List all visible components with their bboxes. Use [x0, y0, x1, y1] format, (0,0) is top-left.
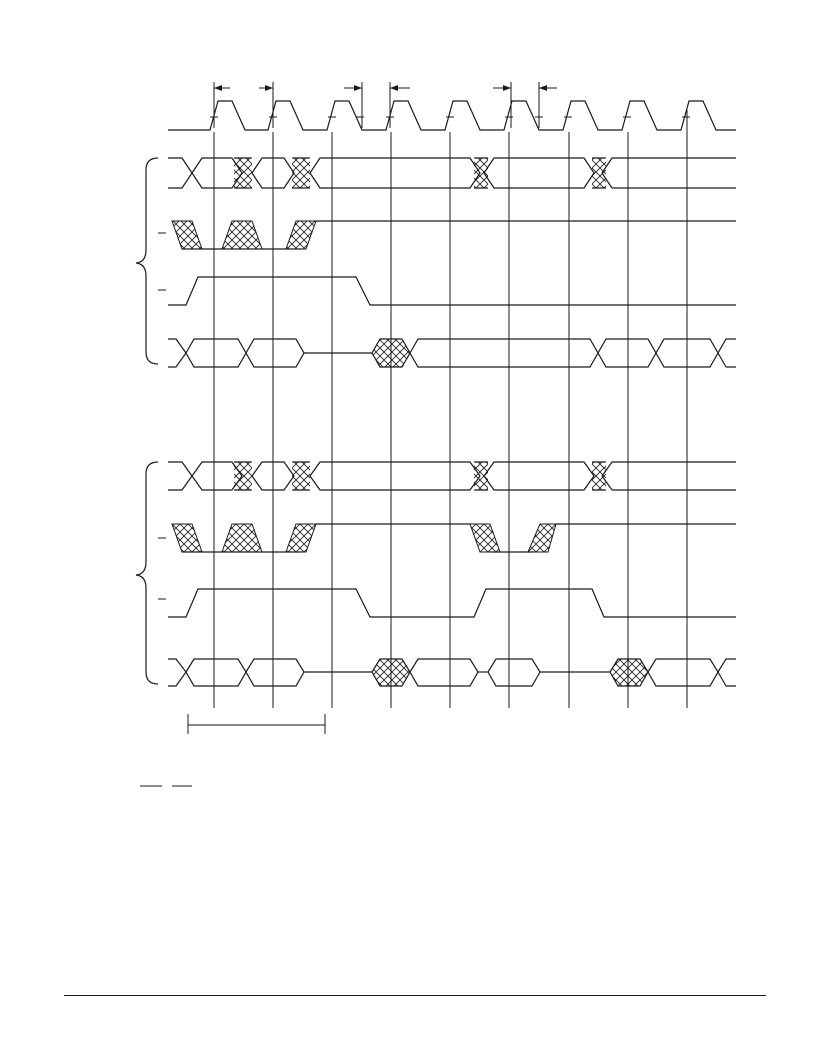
- data-2-signal: [168, 659, 736, 686]
- cycle-reference-lines: [214, 110, 687, 708]
- footer-rule: [64, 995, 766, 996]
- enable-2-signal: [158, 589, 736, 617]
- measurement-bracket: [188, 714, 325, 734]
- upper-signal-group: [136, 158, 736, 367]
- enable-1-signal: [158, 277, 736, 305]
- lower-signal-group: [136, 462, 736, 686]
- group-brace: [136, 462, 158, 684]
- clock-waveform: [168, 101, 736, 130]
- group-brace: [136, 158, 158, 364]
- bus-1-signal: [168, 158, 736, 188]
- delay-time-arrow: [493, 85, 557, 91]
- setup-time-arrow: [214, 85, 273, 91]
- data-1-signal: [168, 339, 736, 367]
- strobe-1-signal: [158, 221, 736, 249]
- hold-time-arrow: [344, 85, 410, 91]
- bus-2-signal: [168, 462, 736, 490]
- strobe-2-signal: [158, 524, 736, 552]
- clock-signal: [168, 82, 736, 130]
